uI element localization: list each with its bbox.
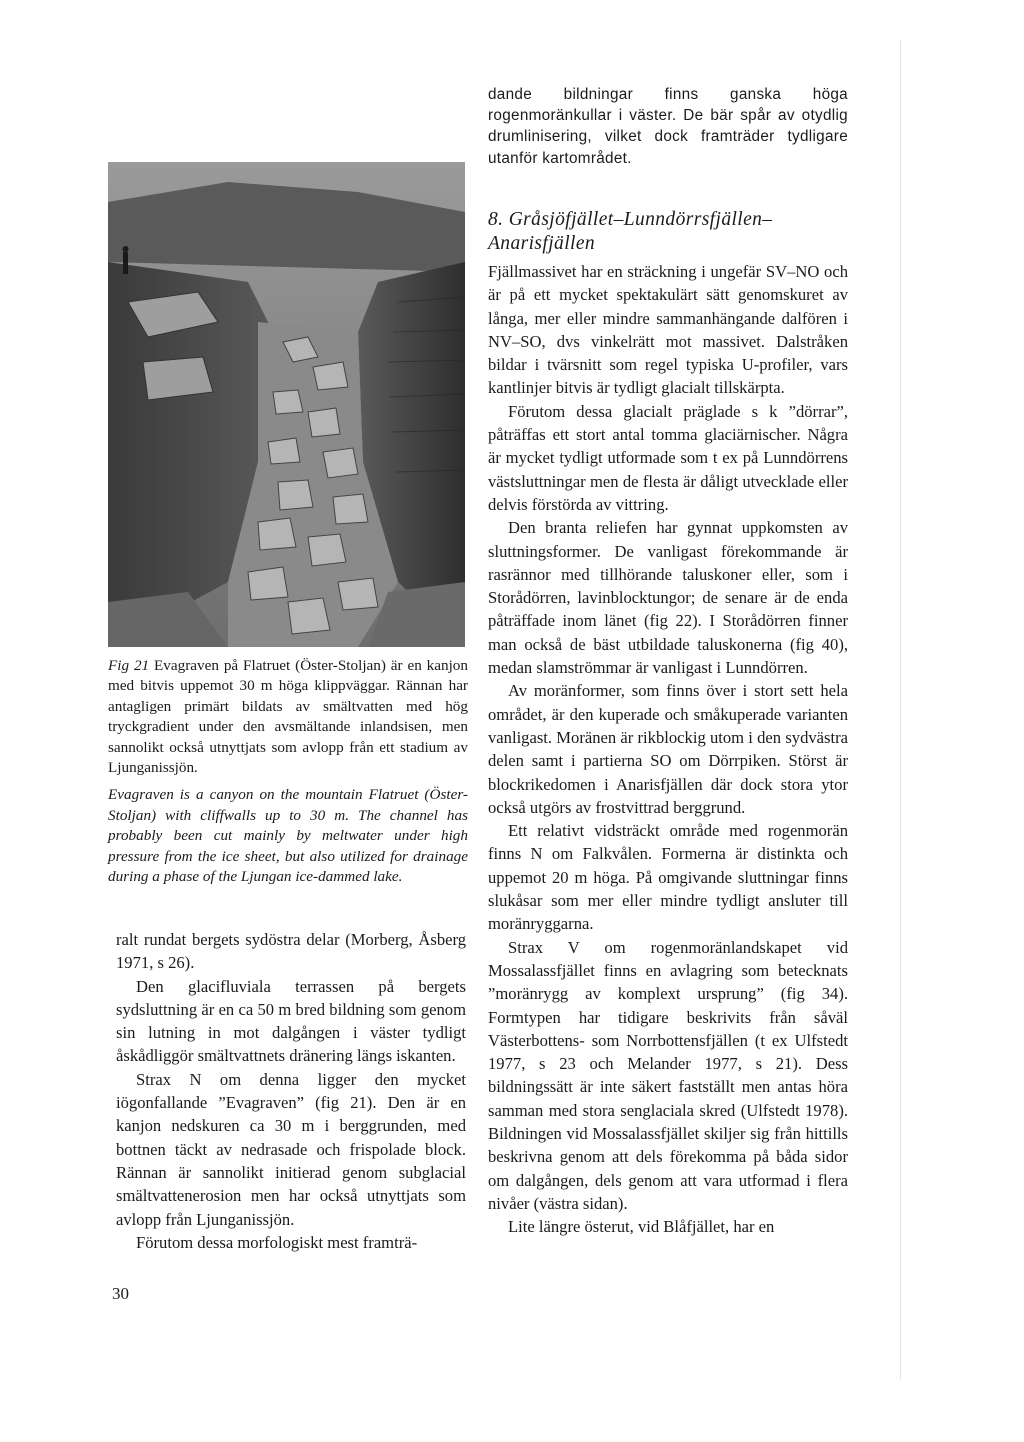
right-paragraph: Den branta reliefen har gynnat uppkomsten av sluttningsformer. De vanligast förekommande är rasrännor med tillhörande taluskoner eller, som i Storådörren, lavinblocktungor; de senare är de enda påträffade inom länet (fig 22). I Storådörren finner man också de bäst utbildade taluskonerna (fig 40), medan slamströmmar är vanligast i Lunndörren. <box>488 518 848 678</box>
left-paragraph: Strax N om denna ligger den mycket iögonfallande ”Evagraven” (fig 21). Den är en kanjon nedskuren ca 30 m i berggrunden, med bottnen täckt av nedrasade och frispolade block. Rännan är sannolikt initierad genom subglacial smältvattenerosion men har också utnyttjats som avlopp från Ljunganissjön. <box>116 1069 466 1229</box>
right-paragraph: Lite längre österut, vid Blåfjället, har en <box>508 1217 775 1237</box>
continuation-paragraph: dande bildningar finns ganska höga rogenmoränkullar i väster. De bär spår av otydlig drumlinisering, vilket dock framträder tydligare utanför kartområdet. <box>488 86 848 167</box>
caption-english: Evagraven is a canyon on the mountain Flatruet (Öster-Stoljan) with cliffwalls up to 30 m. The channel has probably been cut mainly by meltwater under high pressure from the ice sheet, but also utilized for drainage during a phase of the Ljungan ice-dammed lake. <box>108 786 468 886</box>
section-heading-line-1: 8. Gråsjöfjället–Lunndörrsfjällen– <box>488 209 773 230</box>
right-paragraph: Fjällmassivet har en sträckning i ungefär SV–NO och är på ett mycket spektakulärt sätt genomskuret av långa, mer eller mindre sammanhängande dalfören i NV–SO, dvs vinkelrätt mot massivet. Dalstråken bildar i tvärsnitt som regel typiska U-profiler, vars kantlinjer bitvis är tydligt glacialt tillskärpta. <box>488 262 848 398</box>
right-paragraph: Ett relativt vidsträckt område med rogenmorän finns N om Falkvålen. Formerna är distinkta och uppemot 20 m höga. På omgivande sluttningar finns slukåsar som mer eller mindre tydligt ansluter till moränryggarna. <box>488 821 848 934</box>
page-number: 30 <box>112 1284 129 1303</box>
left-paragraph: Den glacifluviala terrassen på bergets sydsluttning är en ca 50 m bred bildning som genom sin lutning in mot dalgången i väster tydligt åskådliggör smältvattnets dränering längs iskanten. <box>116 976 466 1066</box>
section-heading-line-2: Anarisfjällen <box>488 233 596 254</box>
right-paragraph: Av moränformer, som finns över i stort sett hela området, är den kuperade och småkuperade varianten vanligast. Moränen är rikblockig utom i den sydvästra delen samt i partierna SO om Dörrpiken. Störst är blockrikedomen i Anarisfjällen där dock stora ytor också utgörs av frostvittrad berggrund. <box>488 681 848 817</box>
caption-swedish <box>108 656 468 778</box>
left-paragraph: ralt rundat bergets sydöstra delar (Morberg, Åsberg 1971, s 26). <box>116 930 466 973</box>
left-paragraph: Förutom dessa morfologiskt mest framträ- <box>136 1232 418 1252</box>
canyon-photograph <box>108 162 465 647</box>
caption-swedish-text: Evagraven på Flatruet (Öster-Stoljan) är en kanjon med bitvis uppemot 30 m höga klippväggar. Rännan har antagligen primärt bildats av smältvatten med hög tryckgradient under den avsmältande inlandsisen, men sannolikt också utnyttjats som avlopp från ett stadium av Ljunganissjön. <box>108 657 468 777</box>
right-column-text <box>488 260 848 1238</box>
right-paragraph: Förutom dessa glacialt präglade s k ”dörrar”, påträffas ett stort antal tomma glaciärnischer. Några är mycket tydligt utformade som t ex på Lunndörrens västsluttningar men de flesta är dåligt utvecklade eller delvis förstörda av vittring. <box>488 401 848 514</box>
right-paragraph: Strax V om rogenmoränlandskapet vid Mossalassfjället finns en avlagring som betecknats ”moränrygg av komplext ursprung” (fig 34). Formtypen har tidigare beskrivits från såväl Västerbottens- som Norrbottensfjällen (t ex Ulfstedt 1977, s 23 och Melander 1977, s 21). Dess bildningssätt är inte säkert fastställt men antas höra samman med stora senglaciala skred (Ulfstedt 1978). Bildningen vid Mossalassfjället skiljer sig från hittills beskrivna genom att dels förekomma på båda sidor om dalgången, dels genom att vara utformad i flera nivåer (västra sidan). <box>488 937 848 1213</box>
figure-caption <box>108 656 468 887</box>
scan-edge-line <box>900 40 901 1380</box>
section-heading <box>488 208 848 256</box>
left-column-text <box>116 928 466 1254</box>
canyon-photo-illustration <box>108 162 465 647</box>
figure-label: Fig 21 <box>108 657 150 674</box>
right-column-continuation <box>488 84 848 169</box>
